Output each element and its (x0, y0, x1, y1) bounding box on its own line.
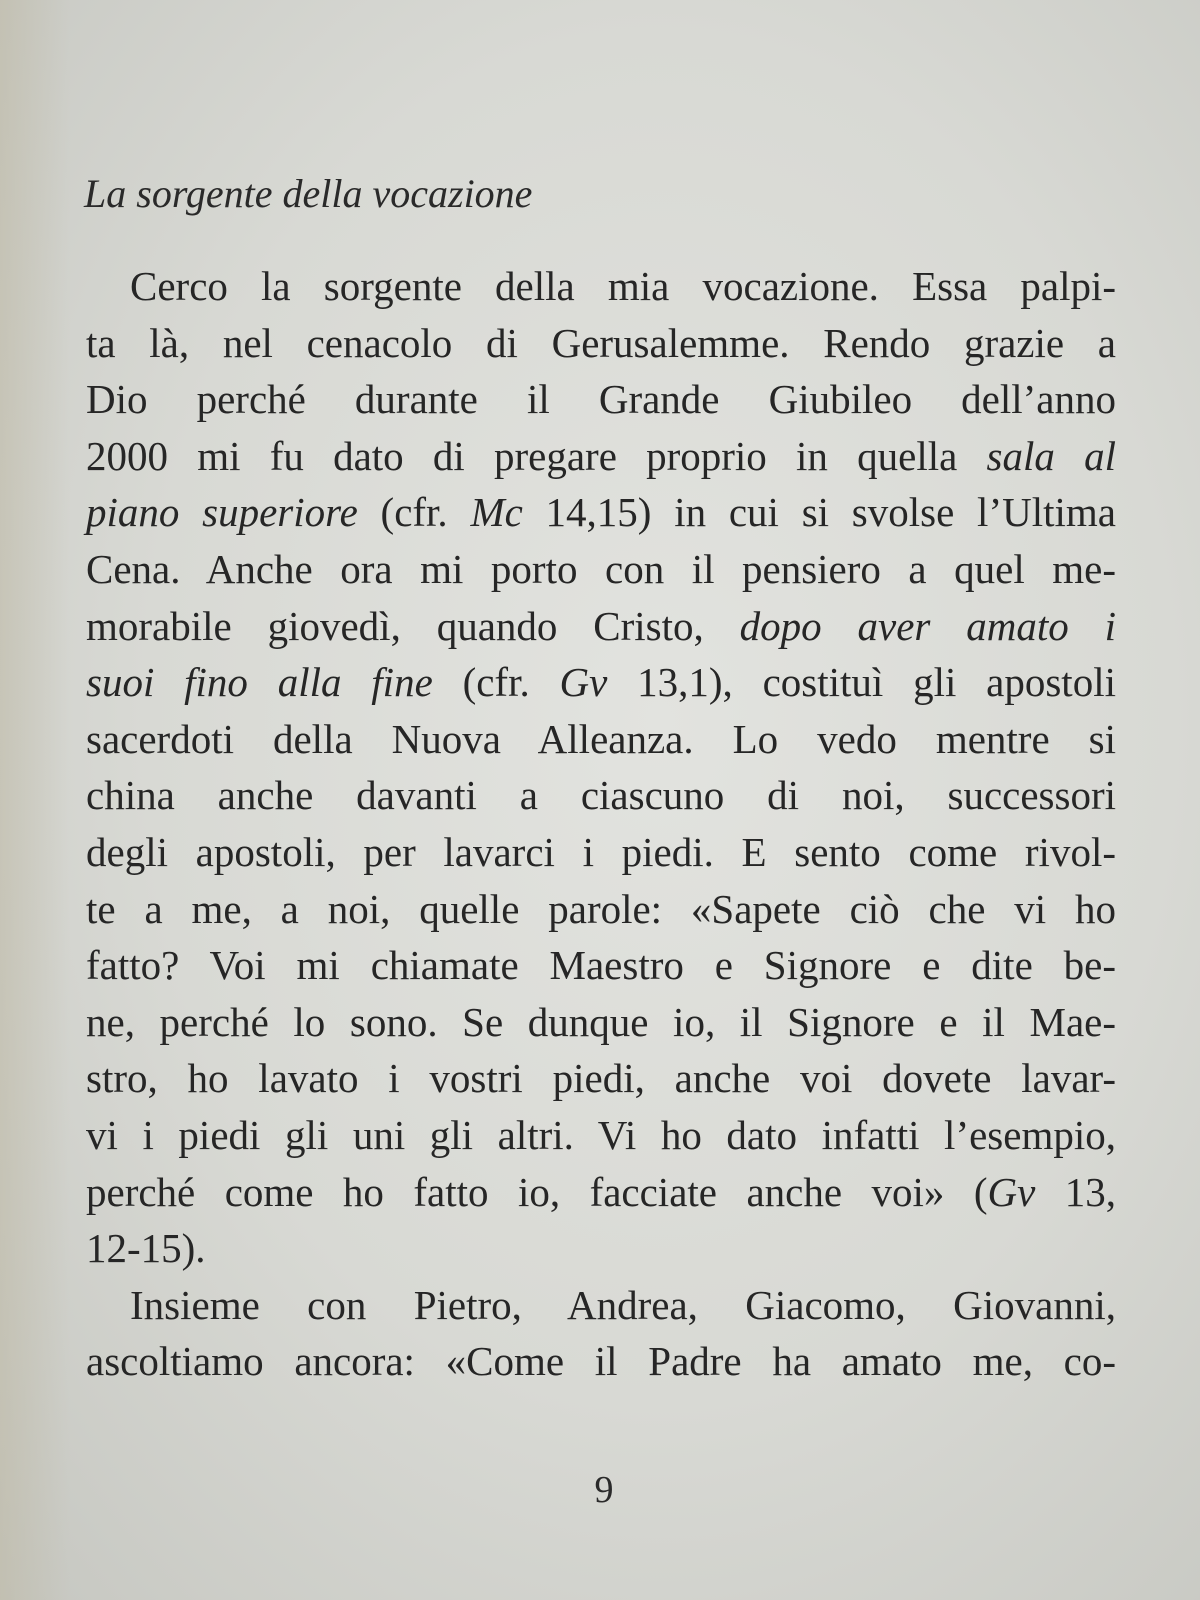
italic-text-run: sala al (986, 432, 1116, 479)
text-line (86, 315, 1116, 372)
text-line (86, 1107, 1116, 1164)
text-line (86, 994, 1116, 1051)
text-line (86, 1333, 1116, 1390)
text-run: degli apostoli, per lavarci i piedi. E sento come rivol- (86, 828, 1116, 875)
italic-text-run: dopo aver amato i (739, 602, 1117, 649)
text-run: ascoltiamo ancora: «Come il Padre ha amato me, co- (86, 1338, 1116, 1385)
text-line (86, 1277, 1116, 1334)
body-text (86, 258, 1116, 1390)
text-line (86, 428, 1116, 485)
italic-text-run: Gv (987, 1168, 1036, 1215)
text-run: ta là, nel cenacolo di Gerusalemme. Rendo grazie a (86, 319, 1116, 366)
text-line (86, 484, 1116, 541)
text-run: vi i piedi gli uni gli altri. Vi ho dato infatti l’esempio, (86, 1111, 1116, 1158)
text-line (86, 541, 1116, 598)
text-run: fatto? Voi mi chiamate Maestro e Signore e dite be- (86, 942, 1116, 989)
text-line (86, 598, 1116, 655)
text-run: 12-15). (86, 1225, 206, 1272)
text-run: sacerdoti della Nuova Alleanza. Lo vedo mentre si (86, 715, 1116, 762)
text-line (86, 258, 1116, 315)
italic-text-run: Mc (470, 489, 523, 536)
text-run: te a me, a noi, quelle parole: «Sapete ciò che vi ho (86, 885, 1116, 932)
text-run: (cfr. (432, 659, 560, 706)
text-run: morabile giovedì, quando Cristo, (86, 602, 740, 649)
text-line (86, 881, 1116, 938)
text-run: Insieme con Pietro, Andrea, Giacomo, Giovanni, (130, 1281, 1116, 1328)
text-line (86, 654, 1116, 711)
text-run: Dio perché durante il Grande Giubileo dell’anno (86, 376, 1116, 423)
text-line (86, 371, 1116, 428)
text-run: stro, ho lavato i vostri piedi, anche voi dovete lavar- (86, 1055, 1116, 1102)
text-run: perché come ho fatto io, facciate anche voi» ( (86, 1168, 988, 1215)
text-run: china anche davanti a ciascuno di noi, successori (86, 772, 1116, 819)
text-line (86, 1164, 1116, 1221)
text-line (86, 1220, 1116, 1277)
text-run: ne, perché lo sono. Se dunque io, il Signore e il Mae- (86, 998, 1116, 1045)
italic-text-run: piano superiore (86, 489, 358, 536)
section-title: La sorgente della vocazione (84, 171, 533, 216)
text-line (86, 937, 1116, 994)
text-line (86, 711, 1116, 768)
text-line (86, 1050, 1116, 1107)
text-line (86, 767, 1116, 824)
text-run: (cfr. (357, 489, 471, 536)
text-line (86, 824, 1116, 881)
italic-text-run: Gv (559, 659, 608, 706)
text-run: Cena. Anche ora mi porto con il pensiero a quel me- (86, 545, 1116, 592)
text-run: 13,1), costituì gli apostoli (607, 659, 1116, 706)
text-run: Cerco la sorgente della mia vocazione. Essa palpi- (130, 263, 1116, 309)
italic-text-run: suoi fino alla fine (86, 659, 433, 706)
page-number: 9 (594, 1469, 614, 1511)
text-run: 13, (1035, 1168, 1116, 1215)
text-run: 2000 mi fu dato di pregare proprio in quella (86, 432, 987, 479)
text-run: 14,15) in cui si svolse l’Ultima (522, 489, 1116, 536)
